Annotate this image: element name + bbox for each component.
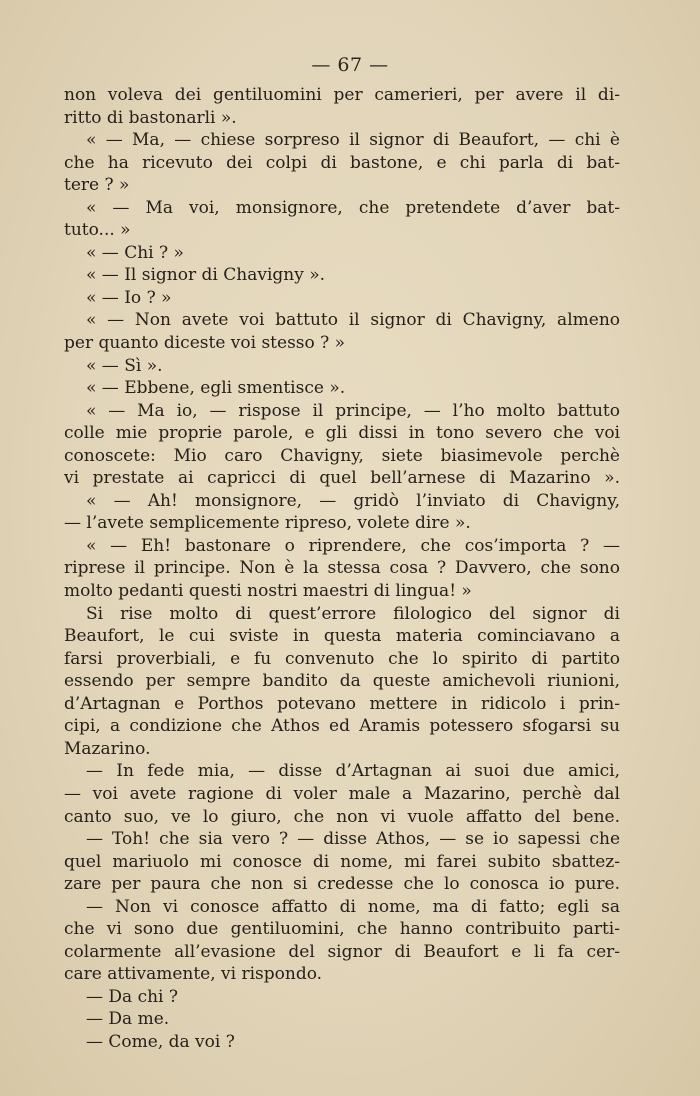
text-line: — Non vi conosce affatto di nome, ma di fatto; egli sa	[86, 896, 620, 917]
text-line: « — Il signor di Chavigny ».	[86, 265, 326, 286]
text-line: — Da me.	[86, 1009, 170, 1030]
text-line: — In fede mia, — disse d’Artagnan ai suoi due amici,	[86, 761, 620, 782]
text-line: tere ? »	[64, 175, 130, 196]
text-line: Si rise molto di quest’errore filologico del signor di	[86, 603, 620, 624]
text-line: Beaufort, le cui sviste in questa materia cominciavano a	[64, 626, 620, 647]
text-line: vi prestate ai capricci di quel bell’arnese di Mazarino ».	[64, 468, 620, 489]
text-line: che ha ricevuto dei colpi di bastone, e chi parla di bat-	[64, 152, 620, 173]
text-line: « — Ma voi, monsignore, che pretendete d’aver bat-	[86, 197, 620, 218]
text-line: « — Sì ».	[86, 355, 163, 376]
text-line: — Come, da voi ?	[86, 1031, 235, 1052]
text-line: « — Chi ? »	[86, 242, 184, 263]
text-line: « — Ma io, — rispose il principe, — l’ho molto battuto	[86, 400, 620, 421]
page-body-text	[64, 84, 620, 1054]
text-line: che vi sono due gentiluomini, che hanno contribuito parti-	[64, 919, 620, 940]
text-line: conoscete: Mio caro Chavigny, siete biasimevole perchè	[64, 445, 620, 466]
text-line: « — Ma, — chiese sorpreso il signor di Beaufort, — chi è	[86, 130, 620, 151]
text-line: cipi, a condizione che Athos ed Aramis potessero sfogarsi su	[64, 716, 620, 737]
text-line: per quanto diceste voi stesso ? »	[64, 333, 346, 354]
text-line: — Toh! che sia vero ? — disse Athos, — se io sapessi che	[86, 829, 620, 850]
text-line: ritto di bastonarli ».	[64, 107, 237, 128]
text-line: « — Io ? »	[86, 287, 172, 308]
text-line: — Da chi ?	[86, 986, 178, 1007]
text-line: « — Ebbene, egli smentisce ».	[86, 378, 346, 399]
text-line: care attivamente, vi rispondo.	[64, 964, 323, 985]
text-line: colarmente all’evasione del signor di Beaufort e li fa cer-	[64, 941, 620, 962]
text-line: « — Non avete voi battuto il signor di Chavigny, almeno	[86, 310, 620, 331]
text-line: d’Artagnan e Porthos potevano mettere in ridicolo i prin-	[64, 693, 620, 714]
text-line: « — Ah! monsignore, — gridò l’inviato di Chavigny,	[86, 490, 620, 511]
text-line: — voi avete ragione di voler male a Mazarino, perchè dal	[64, 783, 620, 804]
page-number: — 67 —	[311, 54, 389, 76]
text-line: essendo per sempre bandito da queste amichevoli riunioni,	[64, 671, 620, 692]
text-line: quel mariuolo mi conosce di nome, mi farei subito sbattez-	[64, 851, 620, 872]
text-line: « — Eh! bastonare o riprendere, che cos’importa ? —	[86, 535, 620, 556]
text-line: — l’avete semplicemente ripreso, volete dire ».	[64, 513, 471, 534]
text-line: colle mie proprie parole, e gli dissi in tono severo che voi	[64, 423, 620, 444]
text-line: molto pedanti questi nostri maestri di lingua! »	[64, 581, 472, 602]
text-line: zare per paura che non si credesse che lo conosca io pure.	[64, 874, 620, 895]
text-line: tuto... »	[64, 220, 131, 241]
text-line: Mazarino.	[64, 738, 151, 759]
text-line: canto suo, ve lo giuro, che non vi vuole affatto del bene.	[64, 806, 620, 827]
text-line: farsi proverbiali, e fu convenuto che lo spirito di partito	[64, 648, 620, 669]
text-line: riprese il principe. Non è la stessa cosa ? Davvero, che sono	[64, 558, 620, 579]
text-line: non voleva dei gentiluomini per camerieri, per avere il di-	[64, 85, 620, 105]
